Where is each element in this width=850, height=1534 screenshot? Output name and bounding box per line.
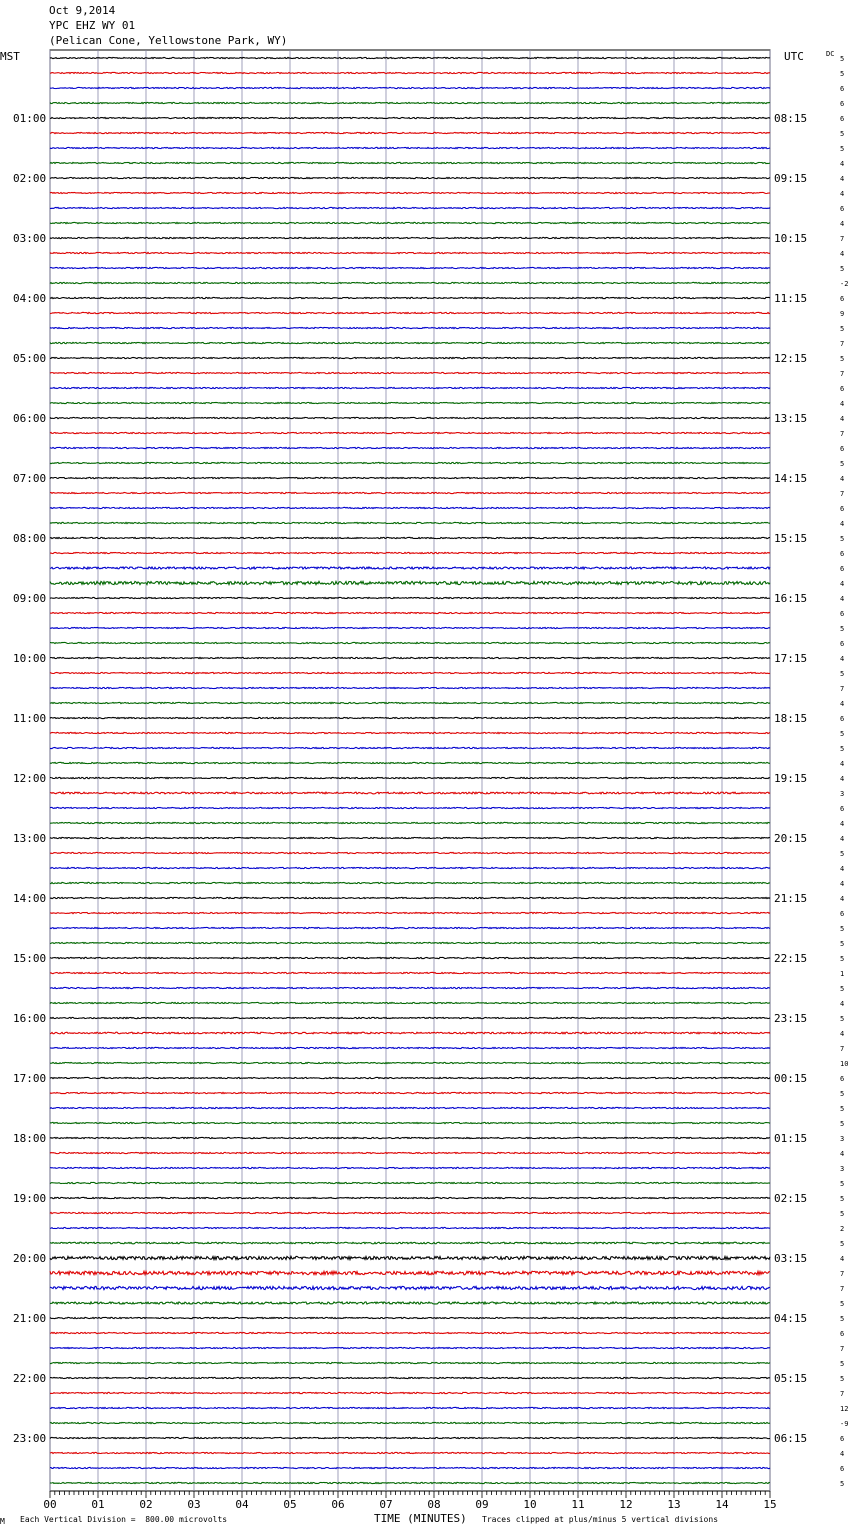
seismic-trace: [50, 732, 770, 733]
x-tick-label: 10: [523, 1498, 537, 1511]
seismic-trace: [50, 1392, 770, 1393]
x-tick-label: 00: [43, 1498, 57, 1511]
date-label: Oct 9,2014: [49, 4, 116, 17]
seismic-trace: [50, 1122, 770, 1123]
seismic-trace: [50, 1182, 770, 1183]
seismic-trace: [50, 192, 770, 193]
seismic-trace: [50, 642, 770, 643]
dc-offset-label: -2: [840, 280, 849, 288]
utc-hour-label: 22:15: [774, 952, 808, 965]
dc-offset-label: 4: [840, 835, 845, 843]
seismic-trace: [50, 297, 770, 298]
dc-offset-label: 12: [840, 1405, 849, 1413]
mst-hour-label: 20:00: [13, 1252, 47, 1265]
x-tick-label: 15: [763, 1498, 777, 1511]
dc-offset-label: 4: [840, 400, 845, 408]
dc-offset-label: 6: [840, 115, 845, 123]
mst-hour-label: 14:00: [13, 892, 47, 905]
dc-offset-label: 5: [840, 1210, 845, 1218]
seismic-trace: [50, 507, 770, 508]
station-label: YPC EHZ WY 01: [49, 19, 136, 32]
seismic-trace: [50, 1092, 770, 1093]
utc-hour-label: 17:15: [774, 652, 808, 665]
seismic-trace: [50, 1047, 770, 1048]
seismic-trace: [50, 837, 770, 838]
seismic-trace: [50, 252, 770, 253]
dc-offset-label: 7: [840, 1285, 845, 1293]
seismic-trace: [50, 747, 770, 748]
utc-axis-label: UTC: [784, 50, 804, 63]
dc-offset-label: 6: [840, 385, 845, 393]
seismic-trace: [50, 942, 770, 943]
seismic-trace: [50, 417, 770, 418]
seismic-trace: [50, 132, 770, 133]
dc-offset-label: 4: [840, 160, 845, 168]
dc-offset-label: 5: [840, 70, 845, 78]
dc-offset-label: 4: [840, 415, 845, 423]
clip-note: Traces clipped at plus/minus 5 vertical divisions: [482, 1515, 719, 1524]
seismic-trace: [50, 1227, 770, 1228]
seismic-trace: [50, 342, 770, 343]
seismic-trace: [50, 87, 770, 88]
seismic-trace: [50, 492, 770, 493]
seismic-trace: [50, 687, 770, 688]
dc-offset-label: 5: [840, 535, 845, 543]
dc-offset-label: 6: [840, 715, 845, 723]
mst-hour-label: 11:00: [13, 712, 47, 725]
dc-offset-label: 5: [840, 355, 845, 363]
seismic-trace: [50, 1332, 770, 1333]
seismic-trace: [50, 627, 770, 628]
seismic-trace: [50, 1347, 770, 1348]
seismic-trace: [50, 567, 770, 569]
dc-offset-label: 6: [840, 295, 845, 303]
dc-offset-label: 5: [840, 1480, 845, 1488]
dc-offset-label: 6: [840, 640, 845, 648]
dc-offset-label: 4: [840, 190, 845, 198]
dc-offset-label: 5: [840, 1195, 845, 1203]
dc-offset-label: 7: [840, 340, 845, 348]
seismic-trace: [50, 1467, 770, 1468]
utc-hour-label: 13:15: [774, 412, 808, 425]
dc-offset-label: 4: [840, 700, 845, 708]
utc-hour-label: 16:15: [774, 592, 808, 605]
dc-offset-label: 6: [840, 910, 845, 918]
mst-hour-label: 01:00: [13, 112, 47, 125]
dc-offset-label: 4: [840, 760, 845, 768]
dc-offset-label: 5: [840, 1315, 845, 1323]
dc-offset-label: 9: [840, 310, 845, 318]
seismic-trace: [50, 477, 770, 478]
seismic-trace: [50, 1152, 770, 1153]
dc-offset-label: 5: [840, 940, 845, 948]
dc-offset-label: 6: [840, 565, 845, 573]
dc-offset-label: 4: [840, 895, 845, 903]
seismic-trace: [50, 312, 770, 313]
seismic-trace: [50, 177, 770, 178]
seismic-trace: [50, 462, 770, 463]
dc-offset-label: 5: [840, 55, 845, 63]
x-tick-label: 09: [475, 1498, 489, 1511]
dc-offset-label: 5: [840, 1375, 845, 1383]
seismic-trace: [50, 1242, 770, 1244]
dc-offset-label: 7: [840, 1045, 845, 1053]
x-tick-label: 02: [139, 1498, 153, 1511]
seismic-trace: [50, 1212, 770, 1213]
dc-offset-label: 7: [840, 370, 845, 378]
utc-hour-label: 09:15: [774, 172, 808, 185]
dc-offset-label: 5: [840, 1120, 845, 1128]
dc-offset-label: 5: [840, 145, 845, 153]
x-tick-label: 03: [187, 1498, 201, 1511]
dc-offset-label: 5: [840, 325, 845, 333]
seismic-trace: [50, 1107, 770, 1108]
x-axis-title: TIME (MINUTES): [374, 1512, 467, 1525]
dc-offset-label: 4: [840, 1000, 845, 1008]
dc-offset-label: 2: [840, 1225, 845, 1233]
seismic-trace: [50, 1271, 770, 1275]
seismic-trace: [50, 597, 770, 598]
utc-hour-label: 18:15: [774, 712, 808, 725]
seismic-trace: [50, 1302, 770, 1304]
dc-offset-label: 6: [840, 505, 845, 513]
utc-hour-label: 21:15: [774, 892, 808, 905]
seismic-trace: [50, 972, 770, 973]
seismic-trace: [50, 1017, 770, 1018]
seismic-trace: [50, 927, 770, 928]
seismic-trace: [50, 1377, 770, 1378]
dc-offset-label: 6: [840, 1435, 845, 1443]
dc-offset-label: 5: [840, 1240, 845, 1248]
seismic-trace: [50, 1137, 770, 1138]
seismic-trace: [50, 822, 770, 823]
utc-hour-label: 19:15: [774, 772, 808, 785]
seismic-trace: [50, 672, 770, 673]
dc-offset-label: 4: [840, 1255, 845, 1263]
dc-offset-label: 3: [840, 1135, 845, 1143]
seismic-trace: [50, 432, 770, 433]
dc-offset-label: 7: [840, 1345, 845, 1353]
seismic-trace: [50, 372, 770, 373]
seismic-trace: [50, 867, 770, 868]
utc-hour-label: 15:15: [774, 532, 808, 545]
dc-offset-label: 4: [840, 1030, 845, 1038]
mst-hour-label: 18:00: [13, 1132, 47, 1145]
mst-hour-label: 16:00: [13, 1012, 47, 1025]
dc-offset-label: 7: [840, 490, 845, 498]
seismic-trace: [50, 282, 770, 283]
utc-hour-label: 03:15: [774, 1252, 808, 1265]
seismic-trace: [50, 1407, 770, 1408]
dc-offset-label: 5: [840, 955, 845, 963]
x-tick-label: 12: [619, 1498, 633, 1511]
mst-hour-label: 09:00: [13, 592, 47, 605]
seismic-trace: [50, 447, 770, 448]
mst-hour-label: 08:00: [13, 532, 47, 545]
dc-offset-label: 6: [840, 805, 845, 813]
dc-offset-label: 5: [840, 265, 845, 273]
dc-offset-label: 5: [840, 985, 845, 993]
x-tick-label: 07: [379, 1498, 393, 1511]
mst-hour-label: 17:00: [13, 1072, 47, 1085]
seismic-trace: [50, 1256, 770, 1259]
dc-offset-label: 4: [840, 775, 845, 783]
seismic-trace: [50, 1077, 770, 1078]
x-tick-label: 06: [331, 1498, 345, 1511]
dc-offset-label: 5: [840, 1105, 845, 1113]
seismic-trace: [50, 792, 770, 794]
mst-hour-label: 02:00: [13, 172, 47, 185]
mst-hour-label: 07:00: [13, 472, 47, 485]
dc-offset-label: 5: [840, 1015, 845, 1023]
dc-offset-label: 4: [840, 220, 845, 228]
dc-offset-label: 6: [840, 100, 845, 108]
seismic-trace: [50, 537, 770, 538]
utc-hour-label: 00:15: [774, 1072, 808, 1085]
seismic-trace: [50, 702, 770, 703]
dc-offset-label: 4: [840, 880, 845, 888]
mst-hour-label: 04:00: [13, 292, 47, 305]
dc-offset-label: 6: [840, 1075, 845, 1083]
seismic-trace: [50, 57, 770, 58]
seismic-trace: [50, 581, 770, 584]
dc-offset-label: 4: [840, 175, 845, 183]
dc-offset-label: 4: [840, 655, 845, 663]
mst-hour-label: 13:00: [13, 832, 47, 845]
seismic-trace: [50, 882, 770, 883]
utc-hour-label: 05:15: [774, 1372, 808, 1385]
x-tick-label: 01: [91, 1498, 105, 1511]
dc-offset-label: -9: [840, 1420, 849, 1428]
seismic-trace: [50, 1437, 770, 1438]
corner-mark: M: [0, 1517, 5, 1526]
seismic-trace: [50, 897, 770, 898]
dc-label: DC: [826, 50, 835, 58]
seismic-trace: [50, 387, 770, 388]
dc-offset-label: 5: [840, 745, 845, 753]
mst-hour-label: 21:00: [13, 1312, 47, 1325]
seismic-trace: [50, 357, 770, 358]
dc-offset-label: 6: [840, 205, 845, 213]
seismic-trace: [50, 777, 770, 778]
x-tick-label: 08: [427, 1498, 441, 1511]
seismic-trace: [50, 267, 770, 268]
mst-hour-label: 10:00: [13, 652, 47, 665]
dc-offset-label: 4: [840, 580, 845, 588]
utc-hour-label: 04:15: [774, 1312, 808, 1325]
scale-note: Each Vertical Division = 800.00 microvolts: [20, 1515, 228, 1524]
dc-offset-label: 1: [840, 970, 845, 978]
utc-hour-label: 01:15: [774, 1132, 808, 1145]
x-tick-label: 05: [283, 1498, 297, 1511]
utc-hour-label: 23:15: [774, 1012, 808, 1025]
seismic-trace: [50, 222, 770, 223]
dc-offset-label: 3: [840, 790, 845, 798]
utc-hour-label: 14:15: [774, 472, 808, 485]
dc-offset-label: 6: [840, 1465, 845, 1473]
dc-offset-label: 4: [840, 250, 845, 258]
dc-offset-label: 4: [840, 1450, 845, 1458]
dc-offset-label: 6: [840, 1330, 845, 1338]
seismic-trace: [50, 1317, 770, 1318]
dc-offset-label: 7: [840, 685, 845, 693]
dc-offset-label: 5: [840, 625, 845, 633]
dc-offset-label: 5: [840, 1300, 845, 1308]
dc-offset-label: 5: [840, 1360, 845, 1368]
dc-offset-label: 3: [840, 1165, 845, 1173]
mst-hour-label: 22:00: [13, 1372, 47, 1385]
mst-hour-label: 03:00: [13, 232, 47, 245]
dc-offset-label: 4: [840, 865, 845, 873]
seismic-trace: [50, 852, 770, 853]
seismic-trace: [50, 807, 770, 808]
seismic-trace: [50, 717, 770, 718]
dc-offset-label: 5: [840, 925, 845, 933]
dc-offset-label: 5: [840, 850, 845, 858]
seismic-trace: [50, 102, 770, 103]
seismic-trace: [50, 522, 770, 523]
dc-offset-label: 5: [840, 130, 845, 138]
dc-offset-label: 4: [840, 595, 845, 603]
mst-hour-label: 15:00: [13, 952, 47, 965]
dc-offset-label: 7: [840, 235, 845, 243]
seismic-trace: [50, 237, 770, 238]
seismic-trace: [50, 117, 770, 118]
dc-offset-label: 5: [840, 1090, 845, 1098]
seismic-trace: [50, 1032, 770, 1034]
seismic-trace: [50, 1362, 770, 1363]
seismic-trace: [50, 1286, 770, 1289]
dc-offset-label: 6: [840, 550, 845, 558]
mst-hour-label: 23:00: [13, 1432, 47, 1445]
dc-offset-label: 7: [840, 1390, 845, 1398]
dc-offset-label: 5: [840, 730, 845, 738]
mst-hour-label: 05:00: [13, 352, 47, 365]
seismic-trace: [50, 1197, 770, 1198]
seismic-trace: [50, 1062, 770, 1063]
dc-offset-label: 6: [840, 85, 845, 93]
utc-hour-label: 12:15: [774, 352, 808, 365]
seismic-trace: [50, 1167, 770, 1168]
dc-offset-label: 5: [840, 1180, 845, 1188]
seismic-trace: [50, 957, 770, 958]
utc-hour-label: 06:15: [774, 1432, 808, 1445]
utc-hour-label: 08:15: [774, 112, 808, 125]
dc-offset-label: 10: [840, 1060, 849, 1068]
seismic-trace: [50, 207, 770, 208]
dc-offset-label: 6: [840, 445, 845, 453]
seismic-trace: [50, 1452, 770, 1453]
seismic-trace: [50, 402, 770, 403]
seismic-trace: [50, 1002, 770, 1003]
utc-hour-label: 11:15: [774, 292, 808, 305]
seismic-trace: [50, 987, 770, 988]
dc-offset-label: 7: [840, 1270, 845, 1278]
seismic-trace: [50, 612, 770, 613]
x-tick-label: 13: [667, 1498, 681, 1511]
utc-hour-label: 02:15: [774, 1192, 808, 1205]
dc-offset-label: 7: [840, 430, 845, 438]
seismic-trace: [50, 327, 770, 328]
plot-frame: [50, 50, 770, 1491]
seismic-trace: [50, 762, 770, 763]
dc-offset-label: 5: [840, 670, 845, 678]
seismic-trace: [50, 912, 770, 913]
dc-offset-label: 4: [840, 475, 845, 483]
dc-offset-label: 4: [840, 520, 845, 528]
mst-hour-label: 06:00: [13, 412, 47, 425]
dc-offset-label: 5: [840, 460, 845, 468]
seismic-trace: [50, 72, 770, 73]
x-tick-label: 14: [715, 1498, 729, 1511]
location-label: (Pelican Cone, Yellowstone Park, WY): [49, 34, 288, 47]
dc-offset-label: 4: [840, 820, 845, 828]
seismic-trace: [50, 1422, 770, 1423]
utc-hour-label: 20:15: [774, 832, 808, 845]
mst-hour-label: 19:00: [13, 1192, 47, 1205]
seismic-trace: [50, 162, 770, 163]
x-tick-label: 11: [571, 1498, 585, 1511]
dc-offset-label: 6: [840, 610, 845, 618]
seismic-trace: [50, 552, 770, 553]
dc-offset-label: 4: [840, 1150, 845, 1158]
mst-hour-label: 12:00: [13, 772, 47, 785]
seismic-trace: [50, 1482, 770, 1483]
x-tick-label: 04: [235, 1498, 249, 1511]
seismic-trace: [50, 147, 770, 148]
utc-hour-label: 10:15: [774, 232, 808, 245]
mst-axis-label: MST: [0, 50, 20, 63]
seismic-trace: [50, 657, 770, 658]
